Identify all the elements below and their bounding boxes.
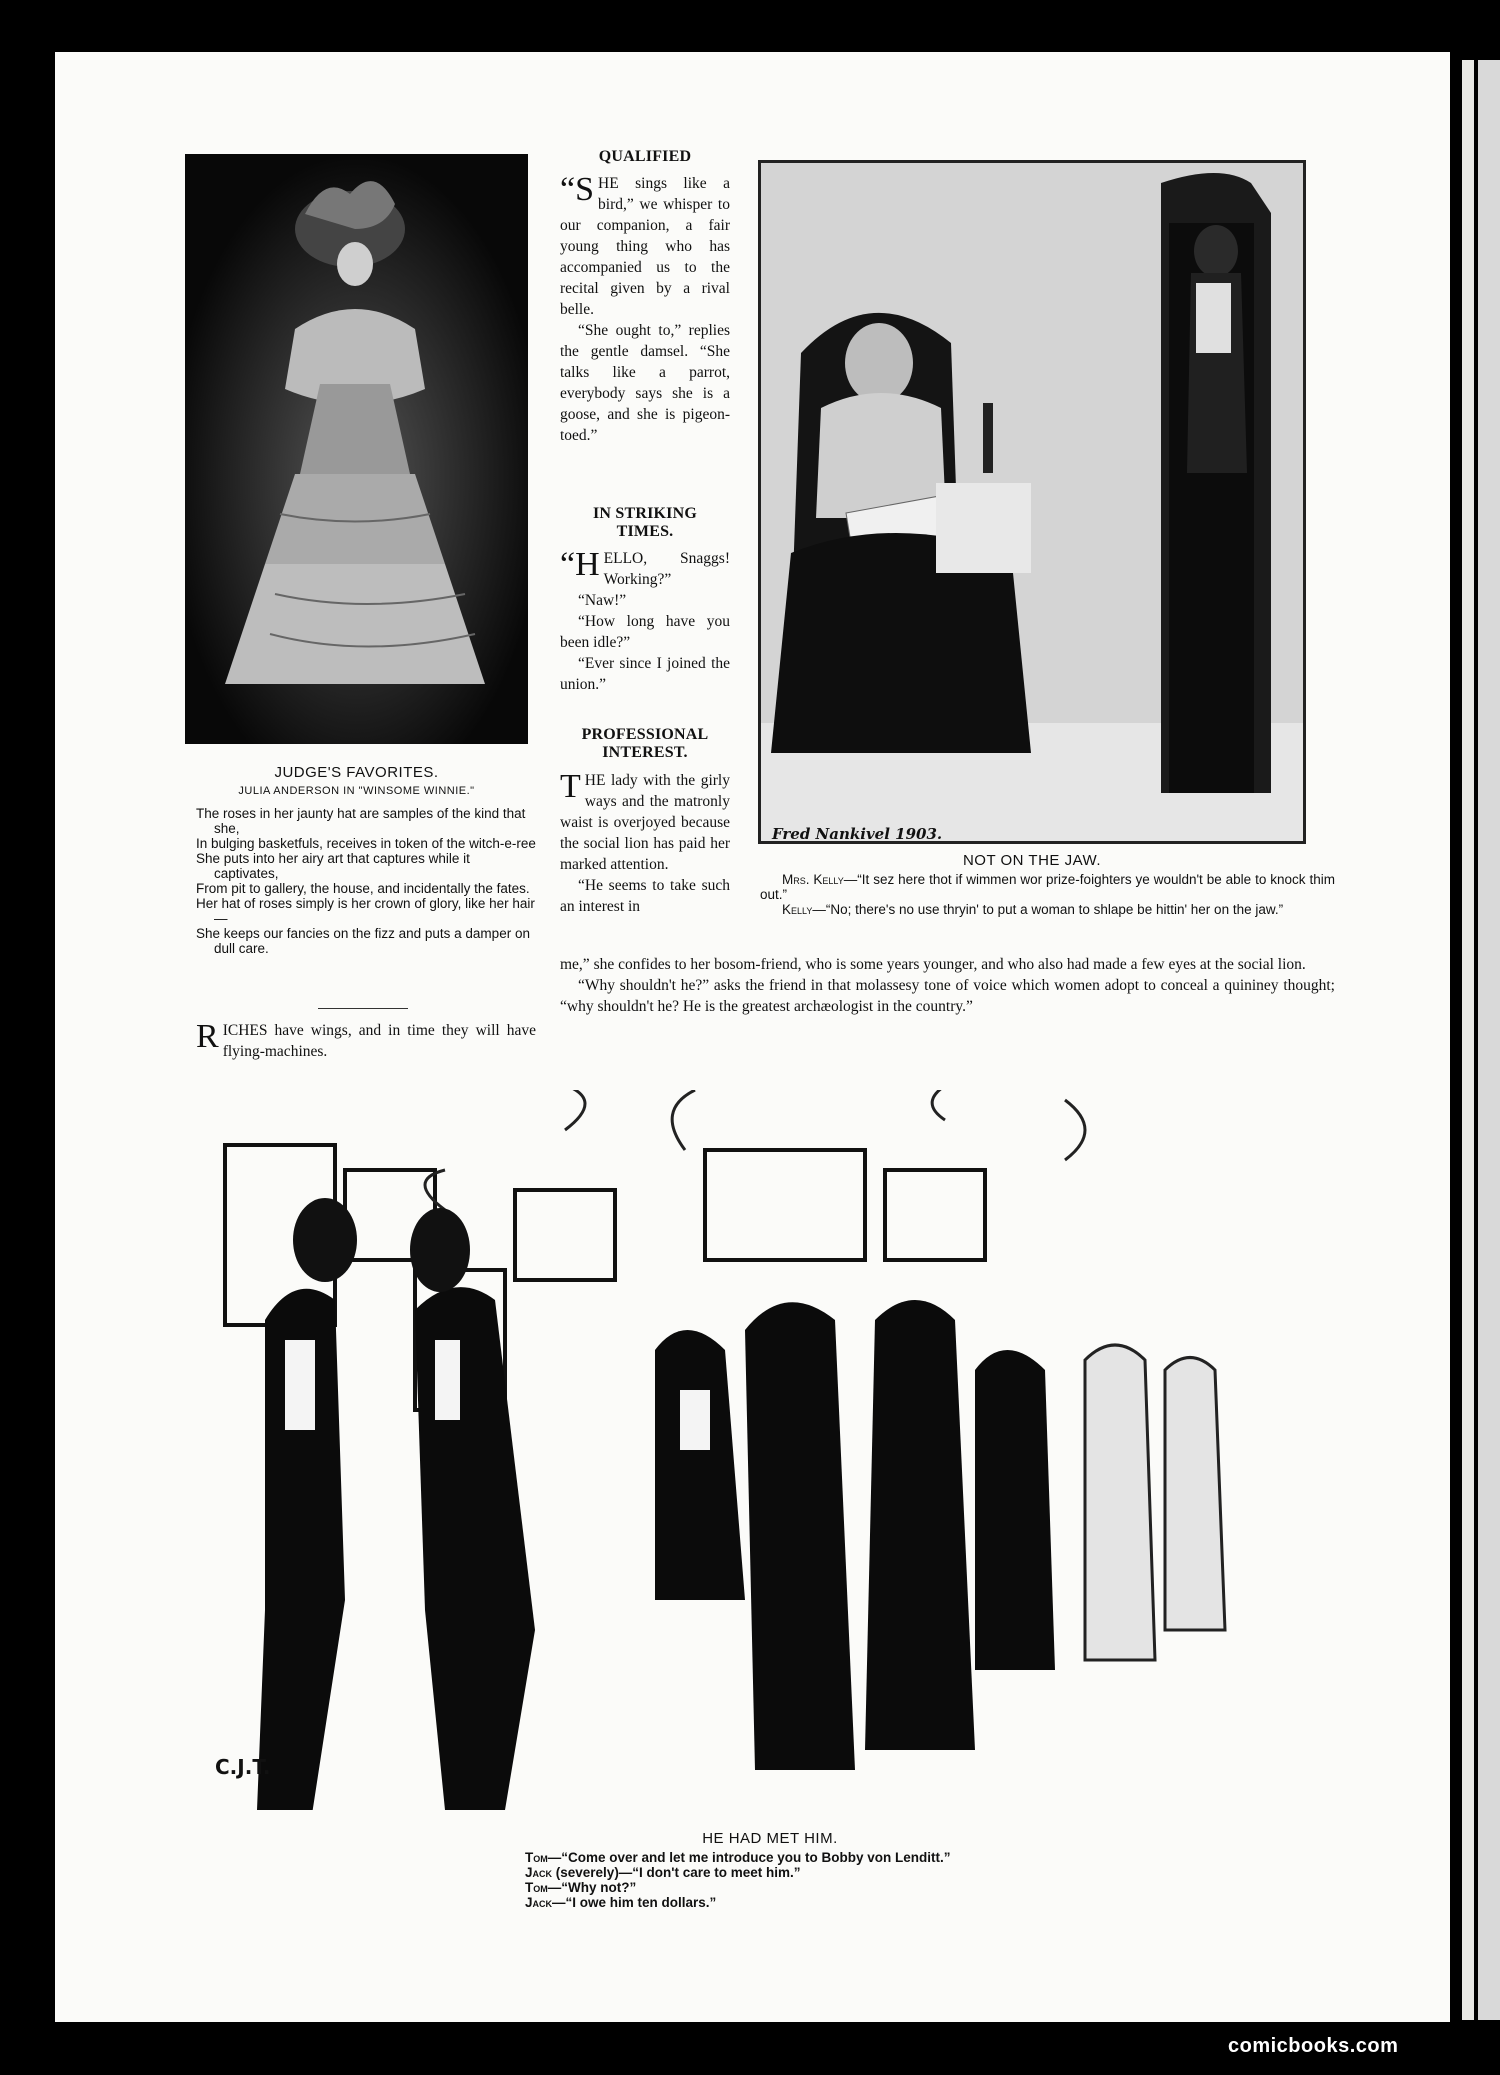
poem-line: From pit to gallery, the house, and incidentally the fates. [196, 881, 530, 896]
photo-caption-subtitle: JULIA ANDERSON IN "WINSOME WINNIE." [238, 785, 475, 797]
qualified-story [560, 173, 730, 446]
poem-line: She puts into her airy art that captures while it captivates, [196, 851, 470, 881]
striking-p1: ELLO, Snaggs! Working?” [603, 550, 730, 588]
professional-p2: “He seems to take such an interest in [560, 877, 730, 915]
professional-p3: “Why shouldn't he?” asks the friend in that molassesy tone of voice which women adopt to conceal a quininey thought; “why shouldn't he? He is the greatest archæologist in the country.” [560, 977, 1335, 1015]
site-watermark: comicbooks.com [1228, 2035, 1399, 2057]
poem-line: Her hat of roses simply is her crown of glory, like her hair— [196, 896, 535, 926]
next-page-edge [1478, 60, 1500, 2020]
professional-story [560, 770, 730, 917]
qualified-heading: QUALIFIED [598, 148, 692, 165]
speaker: Jack [525, 1865, 553, 1880]
dropcap: T [560, 768, 581, 805]
speaker: Jack [525, 1895, 553, 1910]
met-him-dialogue [525, 1850, 1225, 1910]
riches-joke [196, 1020, 536, 1062]
speaker: Mrs. Kelly [782, 872, 844, 887]
dialogue-line: —“Why not?” [547, 1880, 637, 1895]
cartoon-signature: C.J.T. [215, 1755, 271, 1779]
jaw-caption-dialogue [760, 872, 1335, 917]
cartoon-signature: Fred Nankivel 1903. [772, 825, 943, 843]
speaker: Tom [525, 1850, 548, 1865]
dialogue-line: —“I owe him ten dollars.” [552, 1895, 717, 1910]
photo-caption-poem [196, 806, 536, 956]
riches-text: ICHES have wings, and in time they will have flying-machines. [222, 1022, 536, 1060]
met-him-caption-title: HE HAD MET HIM. [702, 1830, 838, 1847]
professional-heading: PROFESSIONAL INTEREST. [581, 726, 709, 761]
cartoon-he-had-met-him [185, 1090, 1345, 1810]
jaw-caption-title: NOT ON THE JAW. [962, 852, 1102, 869]
professional-p1: HE lady with the girly ways and the matronly waist is overjoyed because the social lion has paid her marked attention. [560, 772, 730, 873]
dialogue-line: —“No; there's no use thryin' to put a woman to shlape be hittin' her on the jaw.” [812, 902, 1284, 917]
dropcap: R [196, 1018, 219, 1055]
striking-p3: “How long have you been idle?” [560, 613, 730, 651]
qualified-p1: HE sings like a bird,” we whisper to our companion, a fair young thing who has accompanied us to the recital given by a rival belle. [560, 175, 730, 318]
poem-line: She keeps our fancies on the fizz and puts a damper on dull care. [196, 926, 530, 956]
speaker: Kelly [782, 902, 813, 917]
professional-story-continued [560, 954, 1335, 1017]
poem-line: In bulging basketfuls, receives in token of the witch-e-ree [196, 836, 536, 851]
dropcap: “H [560, 546, 600, 583]
striking-heading: IN STRIKING TIMES. [592, 505, 697, 540]
page-edge [1462, 60, 1474, 2020]
divider [318, 1008, 408, 1009]
poem-line: The roses in her jaunty hat are samples of the kind that she, [196, 806, 526, 836]
striking-p4: “Ever since I joined the union.” [560, 655, 730, 693]
cartoon-not-on-the-jaw [758, 160, 1306, 844]
dialogue-line: (severely)—“I don't care to meet him.” [552, 1865, 801, 1880]
photo-caption-title: JUDGE'S FAVORITES. [274, 764, 439, 781]
professional-p2-cont: me,” she confides to her bosom-friend, who is some years younger, and who also had made a few eyes at the social lion. [560, 956, 1306, 973]
dropcap: “S [560, 171, 595, 208]
striking-p2: “Naw!” [578, 592, 627, 609]
dialogue-line: —“It sez here thot if wimmen wor prize-foighters ye wouldn't be able to knock thim out.” [760, 872, 1335, 902]
qualified-p2: “She ought to,” replies the gentle damsel. “She talks like a parrot, everybody says she is a goose, and she is pigeon-toed.” [560, 322, 730, 444]
actress-photo [185, 154, 528, 744]
dialogue-line: —“Come over and let me introduce you to Bobby von Lenditt.” [547, 1850, 951, 1865]
speaker: Tom [525, 1880, 548, 1895]
striking-story [560, 548, 730, 695]
